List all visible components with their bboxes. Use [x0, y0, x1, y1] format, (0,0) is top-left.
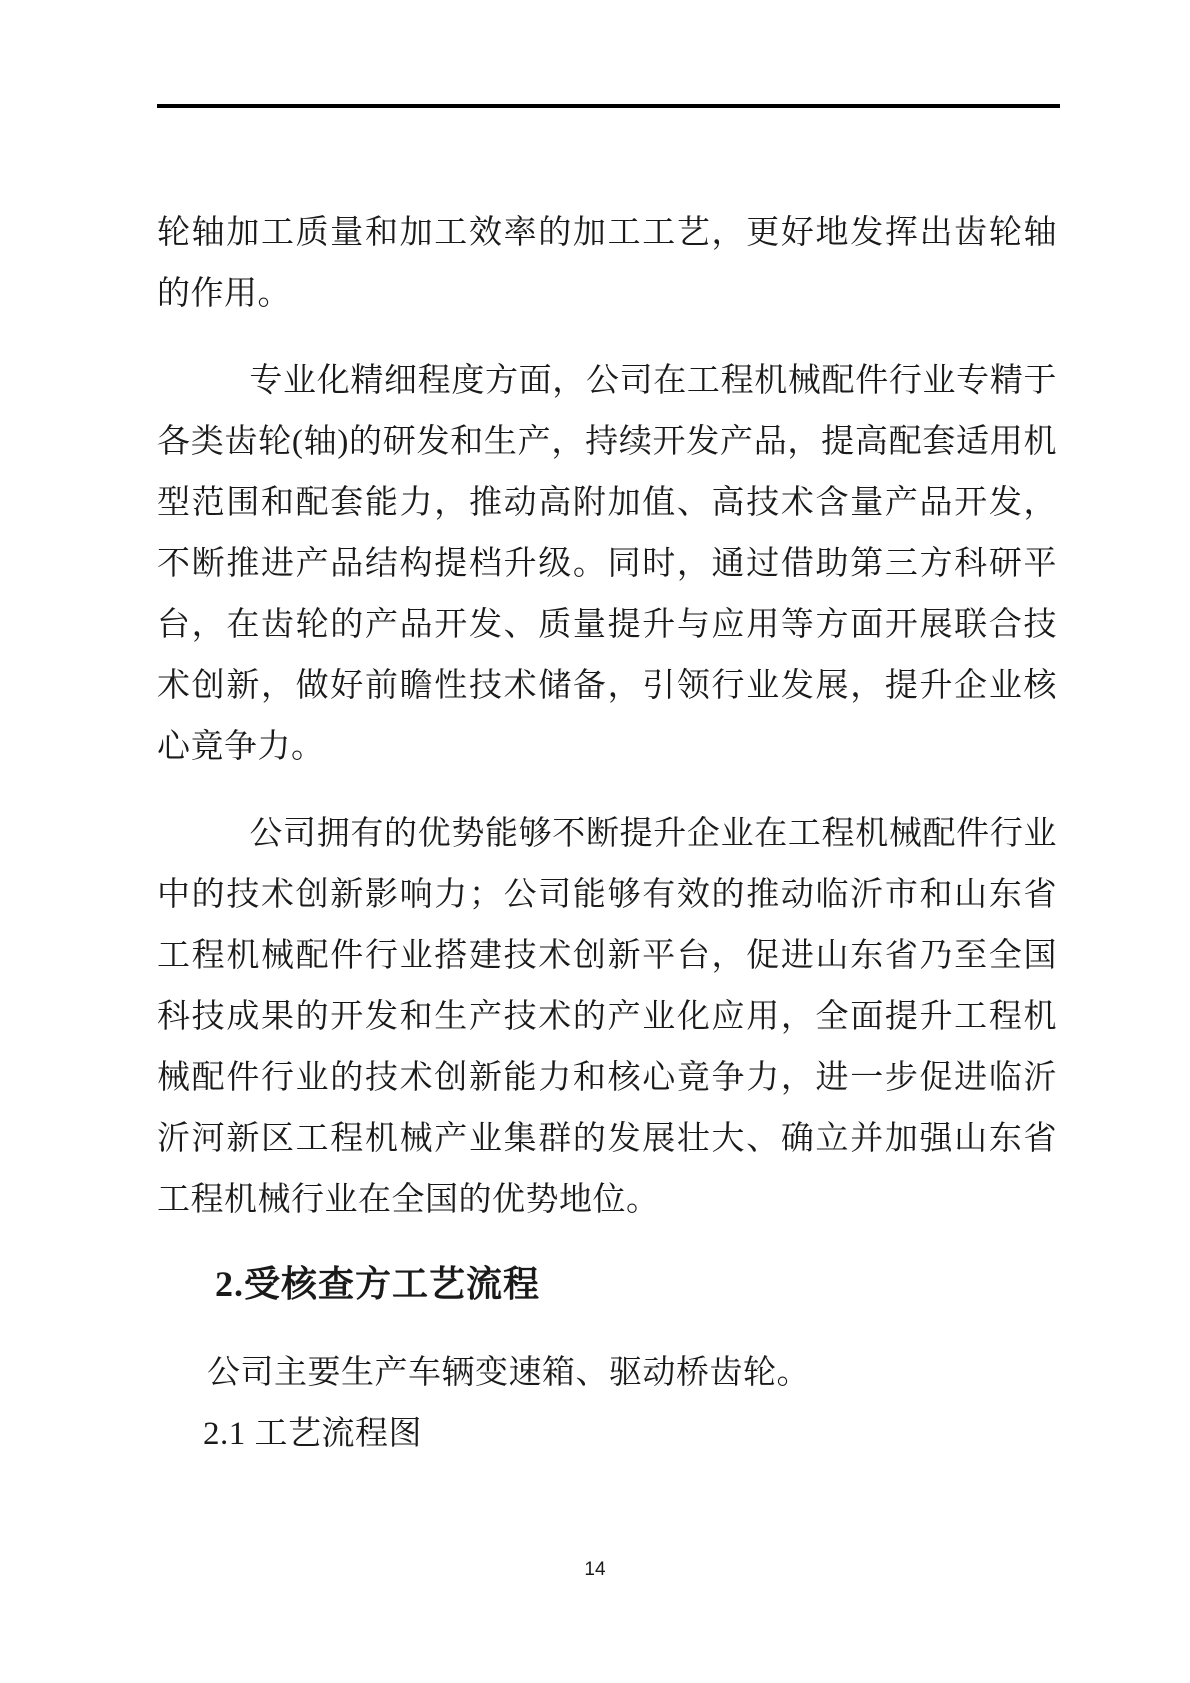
body-paragraph-1: 轮轴加工质量和加工效率的加工工艺，更好地发挥出齿轮轴的作用。 — [157, 215, 1057, 312]
body-paragraph-4: 公司主要生产车辆变速箱、驱动桥齿轮。 — [207, 1355, 810, 1391]
body-paragraph-3: 公司拥有的优势能够不断提升企业在工程机械配件行业中的技术创新影响力；公司能够有效的推动临沂市和山东省工程机械配件行业搭建技术创新平台，促进山东省乃至全国科技成果的开发和生产技术的产业化应用，全面提升工程机械配件行业的技术创新能力和核心竟争力，进一步促进临沂沂河新区工程机械产业集群的发展壮大、确立并加强山东省工程机械行业在全国的优势地位。 — [157, 816, 1057, 1218]
subsection-label: 2.1 工艺流程图 — [203, 1416, 422, 1452]
document-body — [157, 203, 1057, 1465]
header-rule — [157, 104, 1060, 108]
section-heading: 2.受核查方工艺流程 — [215, 1264, 541, 1304]
body-paragraph-2: 专业化精细程度方面，公司在工程机械配件行业专精于各类齿轮(轴)的研发和生产，持续开发产品，提高配套适用机型范围和配套能力，推动高附加值、高技术含量产品开发，不断推进产品结构提档升级。同时，通过借助第三方科研平台，在齿轮的产品开发、质量提升与应用等方面开展联合技术创新，做好前瞻性技术储备，引领行业发展，提升企业核心竟争力。 — [157, 363, 1057, 765]
page-number: 14 — [584, 1559, 606, 1580]
